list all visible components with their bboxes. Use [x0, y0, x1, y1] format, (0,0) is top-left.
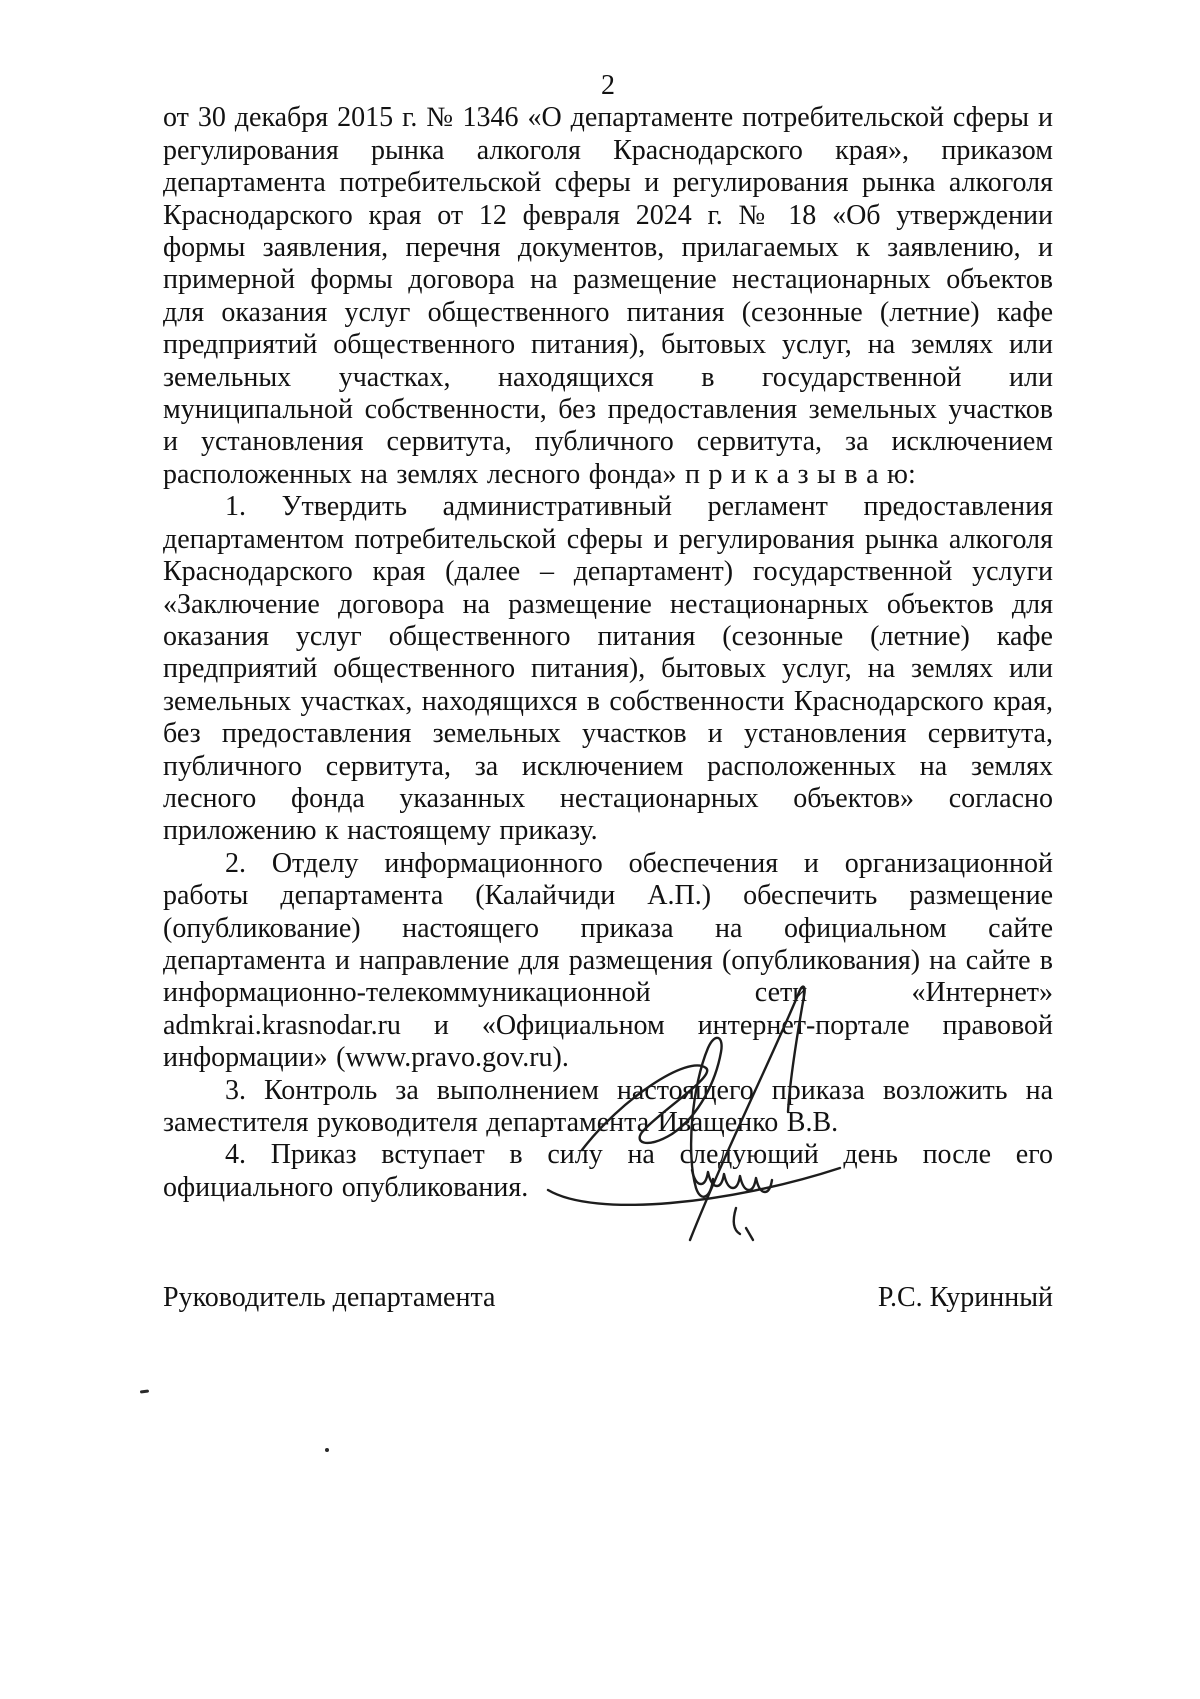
scan-artifact-dot: [325, 1448, 329, 1452]
signer-title: Руководитель департамента: [163, 1282, 496, 1314]
signature-block: [163, 1282, 1053, 1314]
paragraph-item-2: 2. Отделу информационного обеспечения и организационной работы департамента (Калайчиди А.П.) обеспечить размещение (опубликование) настоящего приказа на официальном сайте департамента и направление для размещения (опубликования) на сайте в информационно-телекоммуникационной сети «Интернет» admkrai.krasnodar.ru и «Официальном интернет-портале правовой информации» (www.pravo.gov.ru).: [163, 847, 1053, 1074]
scan-artifact-dash: [140, 1389, 149, 1393]
page-number: 2: [601, 70, 615, 101]
paragraph-item-1: 1. Утвердить административный регламент предоставления департаментом потребительской сферы и регулирования рынка алкоголя Краснодарского края (далее – департамент) государственной услуги «Заключение договора на размещение нестационарных объектов для оказания услуг общественного питания (сезонные (летние) кафе предприятий общественного питания), бытовых услуг, на землях или земельных участках, находящихся в собственности Краснодарского края, без предоставления земельных участков и установления сервитута, публичного сервитута, за исключением расположенных на землях лесного фонда указанных нестационарных объектов» согласно приложению к настоящему приказу.: [163, 491, 1053, 847]
paragraph-item-3: 3. Контроль за выполнением настоящего приказа возложить на заместителя руководителя департамента Иващенко В.В.: [163, 1074, 1053, 1138]
paragraph-preamble: от 30 декабря 2015 г. № 1346 «О департаменте потребительской сферы и регулирования рынка алкоголя Краснодарского края», приказом департамента потребительской сферы и регулирования рынка алкоголя Краснодарского края от 12 февраля 2024 г. № 18 «Об утверждении формы заявления, перечня документов, прилагаемых к заявлению, и примерной формы договора на размещение нестационарных объектов для оказания услуг общественного питания (сезонные (летние) кафе предприятий общественного питания), бытовых услуг, на землях или земельных участках, находящихся в государственной или муниципальной собственности, без предоставления земельных участков и установления сервитута, публичного сервитута, за исключением расположенных на землях лесного фонда» п р и к а з ы в а ю:: [163, 102, 1053, 490]
paragraph-item-4: 4. Приказ вступает в силу на следующий день после его официального опубликования.: [163, 1139, 1053, 1203]
signer-name: Р.С. Куринный: [877, 1282, 1053, 1314]
